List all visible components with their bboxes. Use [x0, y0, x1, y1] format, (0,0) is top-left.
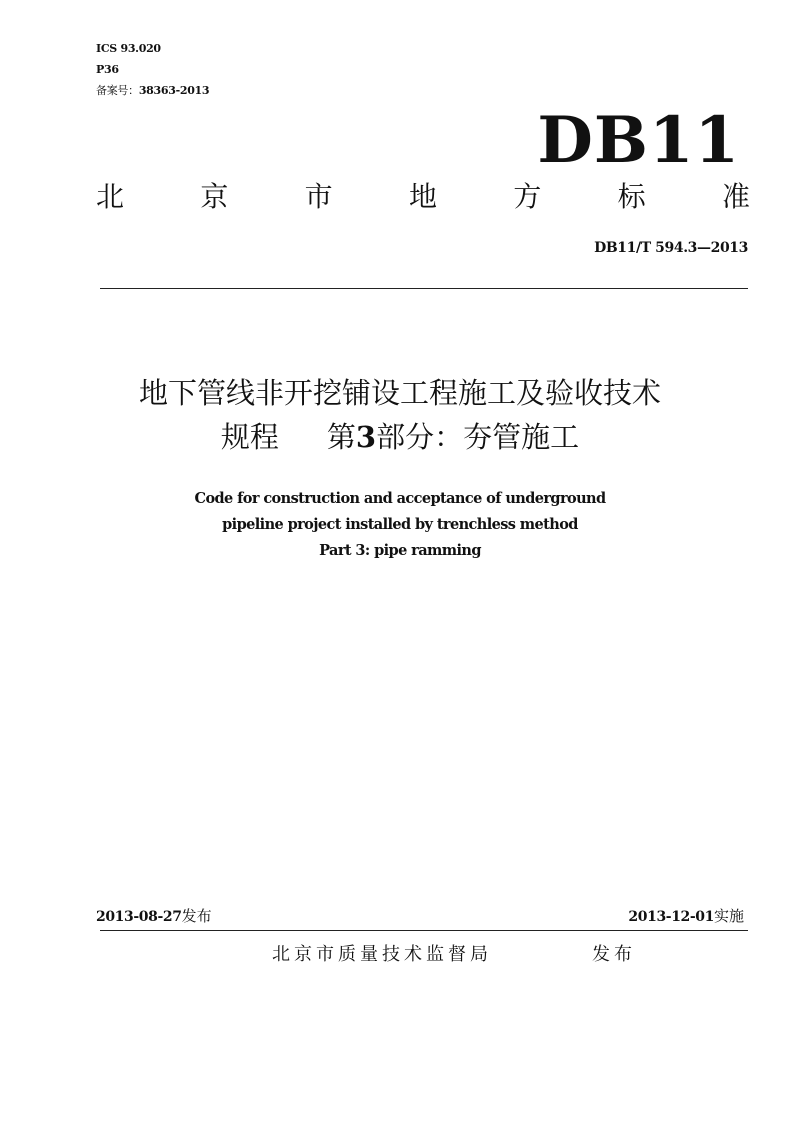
standard-code: DB11/T 594.3—2013	[594, 240, 748, 256]
issue-date-line	[96, 906, 212, 927]
title-cn-line1: 地下管线非开挖铺设工程施工及验收技术	[138, 376, 661, 410]
standard-type-char: 地	[408, 180, 437, 213]
title-cn-line2	[0, 416, 800, 458]
standard-type-char: 准	[721, 180, 750, 213]
standard-type-char: 京	[200, 180, 229, 213]
record-number-value: 38363-2013	[138, 84, 210, 97]
standard-type-char: 标	[617, 180, 646, 213]
issuer-name: 北京市质量技术监督局	[272, 944, 492, 965]
issue-label: 发布	[181, 907, 212, 925]
implement-label: 实施	[713, 907, 744, 925]
implement-date: 2013-12-01	[628, 909, 714, 925]
ccs-code: P36	[96, 63, 119, 76]
record-number-line	[96, 84, 209, 97]
standard-type-char: 方	[513, 180, 542, 213]
bottom-divider	[100, 930, 748, 931]
record-number-label: 备案号：	[96, 84, 139, 97]
title-cn-part-a: 规程	[220, 420, 279, 454]
implement-date-line	[628, 906, 744, 927]
ics-code: ICS 93.020	[96, 42, 161, 55]
standard-type-char: 北	[96, 180, 125, 213]
issue-date: 2013-08-27	[96, 909, 182, 925]
db11-logo: DB11	[537, 103, 740, 178]
standard-type	[96, 180, 750, 214]
issuer-action: 发布	[592, 944, 636, 965]
title-en-line2: pipeline project installed by trenchless method	[222, 516, 578, 533]
title-cn-part-c: 部分：夯管施工	[376, 420, 580, 454]
title-cn-part-number: 3	[355, 420, 377, 454]
title-cn-part-b: 第	[326, 420, 356, 454]
title-en-line1: Code for construction and acceptance of underground	[194, 490, 606, 507]
standard-type-char: 市	[304, 180, 333, 213]
top-divider	[100, 288, 748, 289]
title-en-line3: Part 3: pipe ramming	[319, 542, 481, 559]
